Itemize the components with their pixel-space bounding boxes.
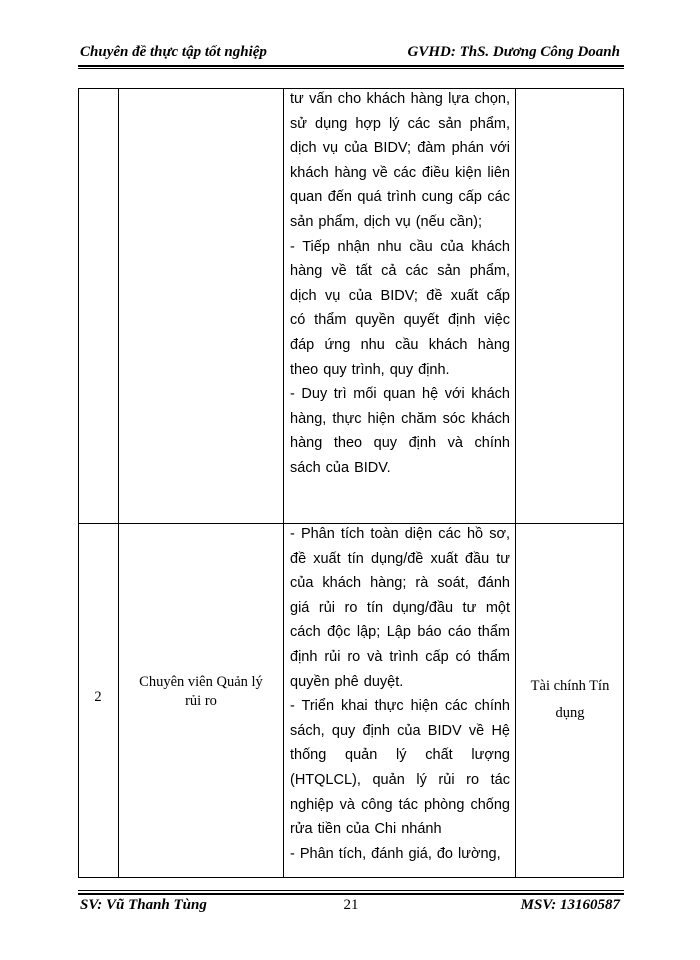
student-id: MSV: 13160587 — [520, 897, 620, 913]
student-name: SV: Vũ Thanh Tùng — [80, 897, 207, 913]
page-number: 21 — [343, 897, 359, 913]
duty-paragraph: - Phân tích, đánh giá, đo lường, — [290, 845, 501, 862]
table-col-divider — [283, 88, 284, 878]
header-rule-thick — [78, 65, 624, 67]
row-2-position: Chuyên viên Quản lý rủi ro — [139, 674, 263, 709]
table-row-1-duties — [290, 87, 510, 481]
table-col-divider — [515, 88, 516, 878]
table-border-right — [623, 88, 624, 878]
header-rule-thin — [78, 68, 624, 69]
duty-paragraph: - Duy trì mối quan hệ với khách hàng, thực hiện chăm sóc khách hàng theo quy định và chính sách của BIDV. — [290, 386, 510, 476]
table-row-2-duties — [290, 522, 510, 866]
table-border-left — [78, 88, 79, 878]
table-border-bottom — [78, 877, 624, 878]
row-2-major: Tài chính Tín dụng — [530, 678, 610, 721]
duty-paragraph: tư vấn cho khách hàng lựa chọn, sử dụng hợp lý các sản phẩm, dịch vụ của BIDV; đàm phán với khách hàng về các điều kiện liên quan đến quá trình cung cấp các sản phẩm, dịch vụ (nếu cần); — [290, 91, 510, 230]
header-advisor: GVHD: ThS. Dương Công Doanh — [407, 44, 620, 60]
page-footer — [78, 895, 624, 919]
header-title: Chuyên đề thực tập tốt nghiệp — [80, 44, 267, 60]
footer-rule-thin — [78, 890, 624, 891]
duty-paragraph: - Triển khai thực hiện các chính sách, quy định của BIDV về Hệ thống quản lý chất lượng (HTQLCL), quản lý rủi ro tác nghiệp và công tác phòng chống rửa tiền của Chi nhánh — [290, 698, 510, 838]
duties-table — [78, 88, 624, 878]
row-2-number: 2 — [94, 689, 102, 705]
page-header — [78, 42, 624, 64]
duty-paragraph: - Tiếp nhận nhu cầu của khách hàng về tất cả các sản phẩm, dịch vụ của BIDV; đề xuất cấp có thẩm quyền quyết định việc đáp ứng nhu cầu khách hàng theo quy trình, quy định. — [290, 238, 510, 378]
table-col-divider — [118, 88, 119, 878]
duty-paragraph: - Phân tích toàn diện các hồ sơ, đề xuất tín dụng/đề xuất đầu tư của khách hàng; rà soát, đánh giá rủi ro tín dụng/đầu tư một cách độc lập; Lập báo cáo thẩm định rủi ro và trình cấp có thẩm quyền phê duyệt. — [290, 526, 510, 690]
